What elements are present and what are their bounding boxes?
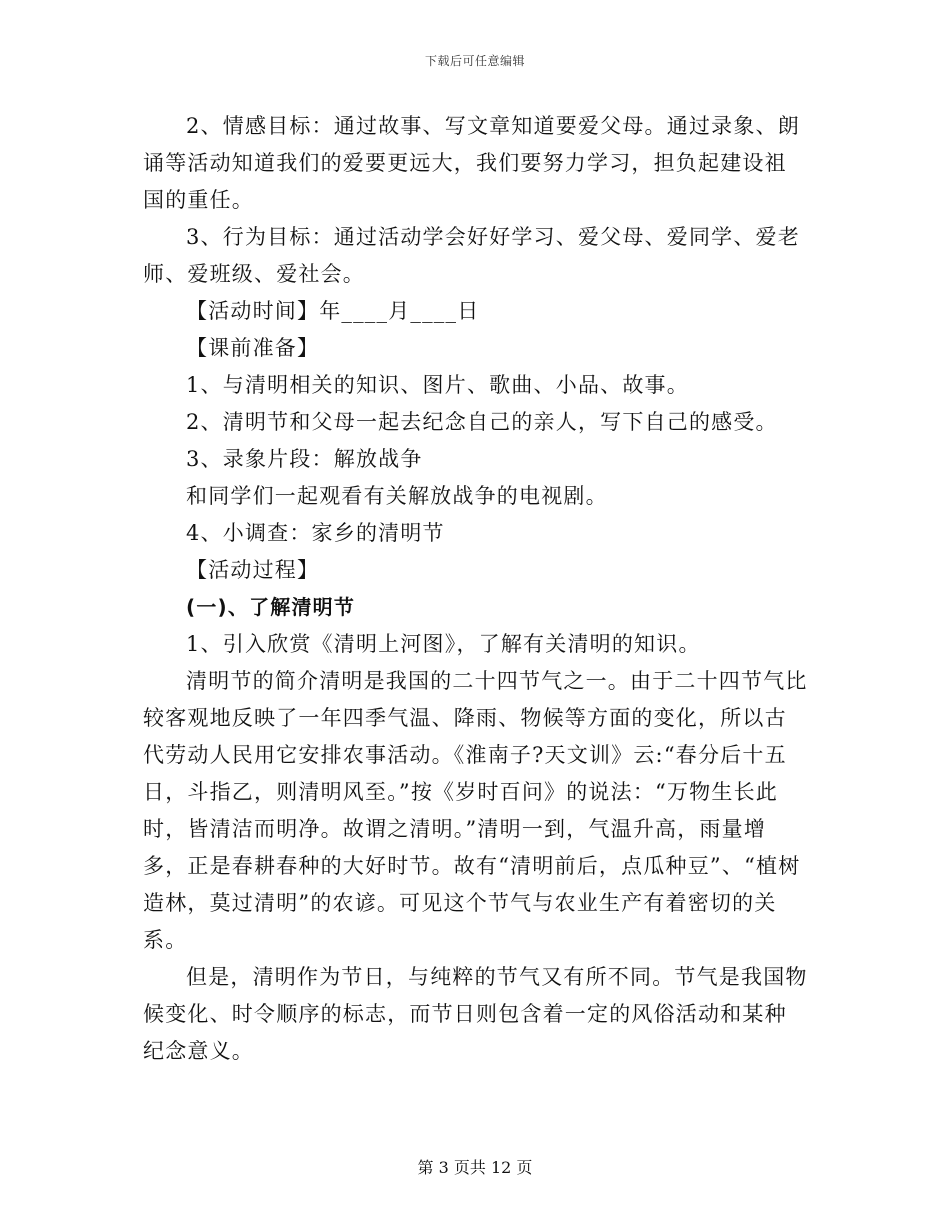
list-item-prep-1: 1、与清明相关的知识、图片、歌曲、小品、故事。 xyxy=(186,373,689,397)
page-number: 第 3 页共 12 页 xyxy=(417,1158,533,1177)
paragraph-qingming-festival: 但是，清明作为节日，与纯粹的节气又有所不同。节气是我国物候变化、时令顺序的标志，而节日则包含着一定的风俗活动和某种纪念意义。 xyxy=(143,965,808,1063)
page-header-note: 下载后可任意编辑 xyxy=(424,54,525,68)
paragraph-activity-time: 【活动时间】年____月____日 xyxy=(186,299,480,323)
paragraph-qingming-intro: 清明节的简介清明是我国的二十四节气之一。由于二十四节气比较客观地反映了一年四季气温、降雨、物候等方面的变化，所以古代劳动人民用它安排农事活动。《淮南子?天文训》云:“春分后十五日，斗指乙，则清明风至。”按《岁时百问》的说法：“万物生长此时，皆清洁而明净。故谓之清明。”清明一到，气温升高，雨量增多，正是春耕春种的大好时节。故有“清明前后，点瓜种豆”、“植树造林，莫过清明”的农谚。可见这个节气与农业生产有着密切的关系。 xyxy=(143,669,808,952)
paragraph-watch-tv: 和同学们一起观看有关解放战争的电视剧。 xyxy=(186,484,608,508)
paragraph-behavior-goal: 3、行为目标：通过活动学会好好学习、爱父母、爱同学、爱老师、爱班级、爱社会。 xyxy=(143,225,800,286)
paragraph-emotion-goal: 2、情感目标：通过故事、写文章知道要爱父母。通过录象、朗诵等活动知道我们的爱要更远大，我们要努力学习，担负起建设祖国的重任。 xyxy=(143,114,800,212)
list-item-prep-4: 4、小调查：家乡的清明节 xyxy=(186,521,445,545)
list-item-appreciate: 1、引入欣赏《清明上河图》，了解有关清明的知识。 xyxy=(186,632,701,656)
list-item-prep-3: 3、录象片段：解放战争 xyxy=(186,447,423,471)
document-body xyxy=(143,108,808,1070)
list-item-prep-2: 2、清明节和父母一起去纪念自己的亲人，写下自己的感受。 xyxy=(186,410,778,434)
section-heading-process: 【活动过程】 xyxy=(186,558,320,582)
section-heading-preparation: 【课前准备】 xyxy=(186,336,320,360)
subsection-title-qingming: (一)、了解清明节 xyxy=(186,595,356,619)
